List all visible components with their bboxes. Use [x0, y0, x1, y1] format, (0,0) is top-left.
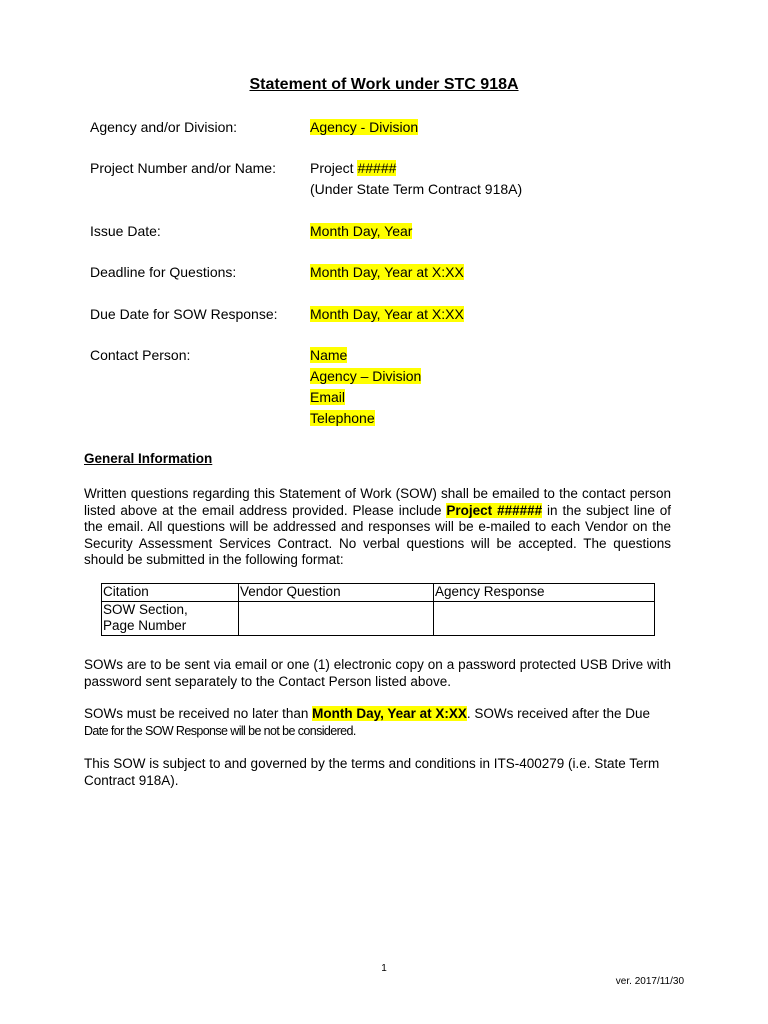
table-cell	[434, 601, 655, 635]
field-value-deadline-questions	[310, 262, 690, 283]
project-subject-highlight: Project ######	[446, 502, 543, 518]
questions-text-after: in the subject line of the email. All questions will be addressed and responses will be e-mailed to each Vendor on the Security Assessment Services Contract. No verbal questions will be accepted. The questions should be submitted in the following format:	[84, 502, 671, 567]
table-row	[102, 601, 655, 635]
version-label: ver. 2017/11/30	[615, 976, 684, 987]
project-number: #####	[357, 160, 397, 176]
deadline-questions-value: Month Day, Year at X:XX	[310, 264, 464, 280]
field-label-contact-person: Contact Person:	[90, 347, 191, 363]
page-number: 1	[381, 963, 387, 974]
questions-text-before: Written questions regarding this Statement of Work (SOW) shall be emailed to the contact person listed above at the email address provided. Please include	[84, 486, 671, 518]
table-cell-line2: Page Number	[103, 618, 187, 633]
submission-paragraph: SOWs are to be sent via email or one (1) electronic copy on a password protected USB Drive with password sent separately to the Contact Person listed above.	[84, 657, 671, 689]
table-header-cell: Vendor Question	[239, 584, 434, 602]
agency-division-value: Agency - Division	[310, 119, 419, 135]
table-cell	[239, 601, 434, 635]
deadline-paragraph	[84, 706, 671, 739]
field-value-contact-person	[310, 345, 690, 429]
field-label-deadline-questions: Deadline for Questions:	[90, 264, 237, 280]
question-format-table	[101, 583, 655, 636]
field-label-due-date: Due Date for SOW Response:	[90, 306, 278, 322]
contact-telephone: Telephone	[310, 410, 375, 426]
field-label-project: Project Number and/or Name:	[90, 160, 276, 176]
field-label-agency: Agency and/or Division:	[90, 119, 238, 135]
contact-name: Name	[310, 347, 348, 363]
table-header-row	[102, 584, 655, 602]
field-value-project	[310, 158, 690, 200]
due-date-value: Month Day, Year at X:XX	[310, 306, 464, 322]
governance-paragraph: This SOW is subject to and governed by the terms and conditions in ITS-400279 (i.e. State Term Contract 918A).	[84, 756, 660, 788]
field-value-due-date	[310, 304, 690, 325]
table-header-cell: Citation	[102, 584, 239, 602]
contact-email: Email	[310, 389, 346, 405]
document-title: Statement of Work under STC 918A	[249, 76, 519, 93]
deadline-highlight: Month Day, Year at X:XX	[312, 706, 467, 721]
issue-date-value: Month Day, Year	[310, 223, 413, 239]
project-prefix: Project	[310, 160, 358, 176]
field-value-issue-date	[310, 221, 690, 242]
table-cell	[102, 601, 239, 635]
field-value-agency	[310, 117, 690, 138]
general-information-heading: General Information	[84, 451, 213, 466]
questions-paragraph	[84, 486, 671, 569]
contact-agency-division: Agency – Division	[310, 368, 422, 384]
deadline-text-after: . SOWs received after the Due	[466, 706, 650, 721]
deadline-text-line2: Date for the SOW Response will be not be considered.	[84, 723, 356, 738]
deadline-text-before: SOWs must be received no later than	[84, 706, 313, 721]
table-header-cell: Agency Response	[434, 584, 655, 602]
field-label-issue-date: Issue Date:	[90, 223, 161, 239]
project-note: (Under State Term Contract 918A)	[310, 181, 523, 197]
table-cell-line1: SOW Section,	[103, 601, 188, 617]
